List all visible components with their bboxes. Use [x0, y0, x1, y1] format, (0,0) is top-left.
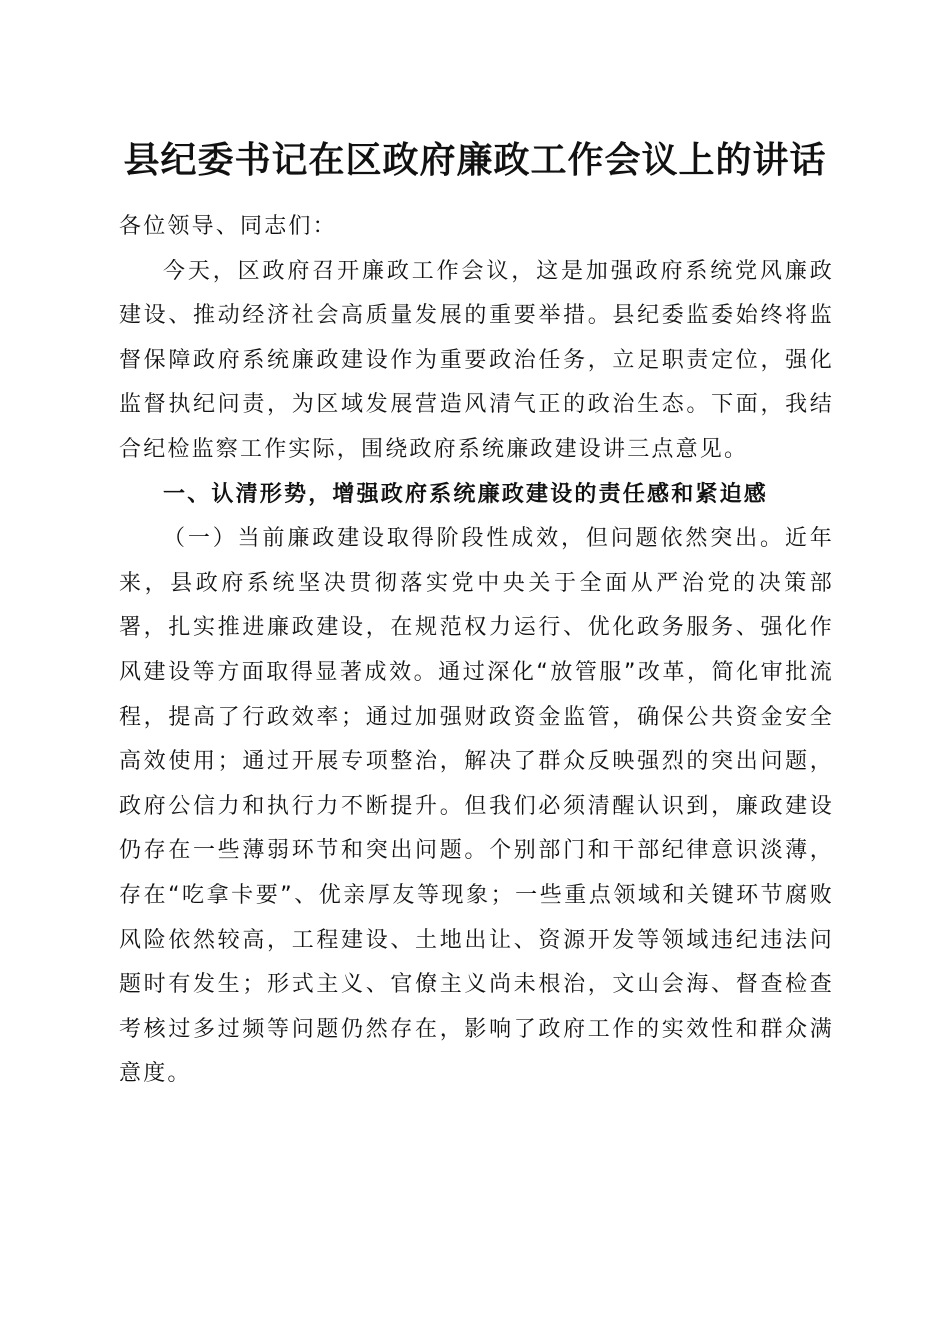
intro-paragraph: 今天，区政府召开廉政工作会议，这是加强政府系统党风廉政建设、推动经济社会高质量发展的重要举措。县纪委监委始终将监督保障政府系统廉政建设作为重要政治任务，立足职责定位，强化监督执纪问责，为区域发展营造风清气正的政治生态。下面，我结合纪检监察工作实际，围绕政府系统廉政建设讲三点意见。	[119, 258, 834, 462]
document-title: 县纪委书记在区政府廉政工作会议上的讲话	[123, 139, 827, 181]
salutation: 各位领导、同志们：	[119, 214, 337, 239]
document-body	[119, 205, 834, 1097]
subsection-paragraph: （一）当前廉政建设取得阶段性成效，但问题依然突出。近年来，县政府系统坚决贯彻落实党中央关于全面从严治党的决策部署，扎实推进廉政建设，在规范权力运行、优化政务服务、强化作风建设等方面取得显著成效。通过深化“放管服”改革，简化审批流程，提高了行政效率；通过加强财政资金监管，确保公共资金安全高效使用；通过开展专项整治，解决了群众反映强烈的突出问题，政府公信力和执行力不断提升。但我们必须清醒认识到，廉政建设仍存在一些薄弱环节和突出问题。个别部门和干部纪律意识淡薄，存在“吃拿卡要”、优亲厚友等现象；一些重点领域和关键环节腐败风险依然较高，工程建设、土地出让、资源开发等领域违纪违法问题时有发生；形式主义、官僚主义尚未根治，文山会海、督查检查考核过多过频等问题仍然存在，影响了政府工作的实效性和群众满意度。	[119, 526, 834, 1087]
section-heading: 一、认清形势，增强政府系统廉政建设的责任感和紧迫感	[163, 481, 769, 507]
